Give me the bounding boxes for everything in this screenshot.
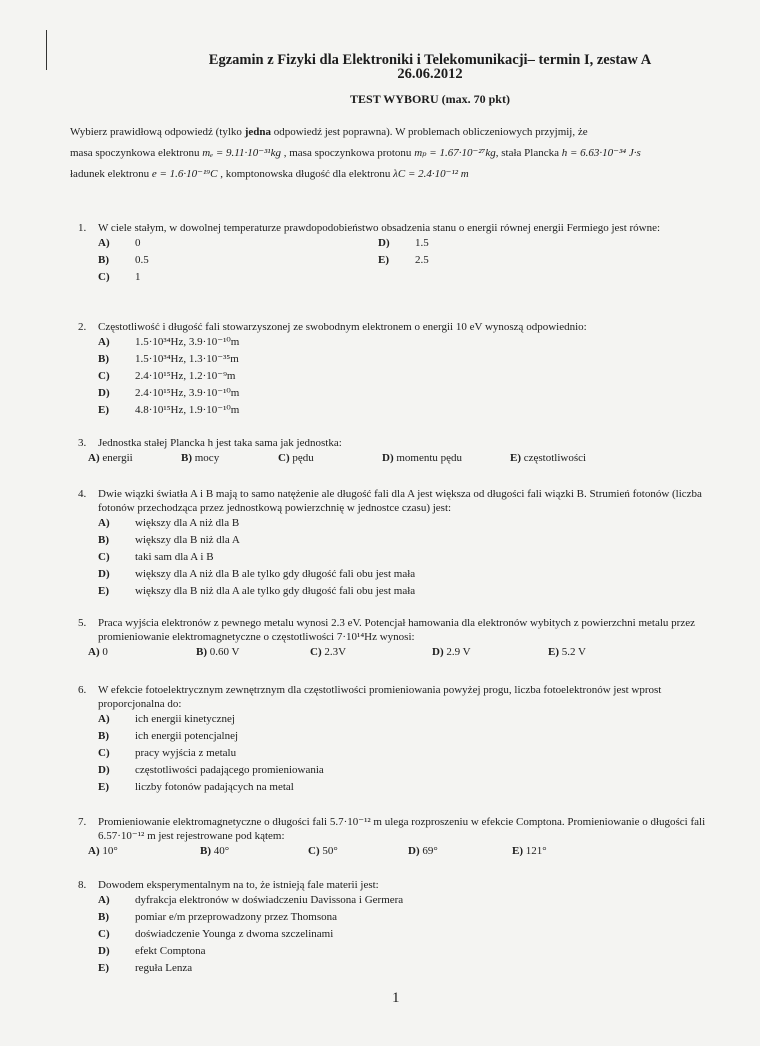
option-b[interactable]: B) większy dla B niż dla A bbox=[98, 534, 240, 546]
instructions-line-1: Wybierz prawidłową odpowiedź (tylko jedna odpowiedź jest poprawna). W problemach obliczeniowych przyjmij, że bbox=[70, 126, 588, 138]
exam-date: 26.06.2012 bbox=[397, 66, 463, 82]
option-c[interactable]: C) pracy wyjścia z metalu bbox=[98, 747, 237, 759]
option-a[interactable]: A) 0 bbox=[88, 646, 108, 658]
planck-constant: h = 6.63·10⁻³⁴ J·s bbox=[561, 147, 641, 159]
option-e[interactable]: E) częstotliwości bbox=[510, 452, 587, 464]
option-e[interactable]: E) 121° bbox=[512, 845, 547, 857]
option-d[interactable]: D) większy dla A niż dla B ale tylko gdy długość fali obu jest mała bbox=[98, 568, 416, 580]
instructions bbox=[70, 122, 730, 185]
option-e[interactable]: E) liczby fotonów padających na metal bbox=[98, 781, 294, 793]
option-b[interactable]: B) 0.5 bbox=[98, 254, 149, 266]
option-d[interactable]: D) 2.4·10¹⁵Hz, 3.9·10⁻¹⁰m bbox=[98, 387, 240, 399]
option-b[interactable]: B) 40° bbox=[200, 845, 230, 857]
option-c[interactable]: C) pędu bbox=[278, 452, 314, 464]
option-c[interactable]: C) 50° bbox=[308, 845, 338, 857]
electron-charge: e = 1.6·10⁻¹⁹C bbox=[151, 168, 218, 180]
option-e[interactable]: E) większy dla B niż dla A ale tylko gdy długość fali obu jest mała bbox=[98, 585, 416, 597]
question-4: 4. Dwie wiązki światła A i B mają to samo natężenie ale długość fali dla A jest większa od długości fali wiązki B. Strumień fotonów (liczba fotonów przechodząca przez jednostkową powierzchnię w jednostce czasu) jest: A) większy dla A niż dla B B) większy dla B niż dla A C) taki sam dla A i B D) większy dla A niż dla B ale tylko gdy długość fali obu jest mała E) większy dla B niż dla A ale tylko gdy długość fali obu jest mała bbox=[78, 487, 728, 600]
option-b[interactable]: B) mocy bbox=[181, 452, 220, 464]
option-a[interactable]: A) 1.5·10³⁴Hz, 3.9·10⁻¹⁰m bbox=[98, 336, 240, 348]
option-e[interactable]: E) reguła Lenza bbox=[98, 962, 193, 974]
option-a[interactable]: A) 10° bbox=[88, 845, 118, 857]
option-a[interactable]: A) ich energii kinetycznej bbox=[98, 713, 235, 725]
question-7: 7. Promieniowanie elektromagnetyczne o długości fali 5.7·10⁻¹² m ulega rozproszeniu w efekcie Comptona. Promieniowanie o długości fali 6.57·10⁻¹² m jest rejestrowane pod kątem: A) 10° B) 40° C) 50° D) 69° E) 121° bbox=[78, 815, 728, 860]
option-b[interactable]: B) 1.5·10³⁴Hz, 1.3·10⁻³⁵m bbox=[98, 353, 239, 365]
option-a[interactable]: A) energii bbox=[88, 452, 133, 464]
question-6: 6. W efekcie fotoelektrycznym zewnętrznym dla częstotliwości promieniowania powyżej progu, liczba fotoelektronów jest wprost proporcjonalna do: A) ich energii kinetycznej B) ich energii potencjalnej C) pracy wyjścia z metalu D) częstotliwości padającego promieniowania E) liczby fotonów padających na metal bbox=[78, 683, 728, 796]
option-d[interactable]: D) 1.5 bbox=[378, 237, 429, 249]
option-b[interactable]: B) ich energii potencjalnej bbox=[98, 730, 239, 742]
page-number: 1 bbox=[392, 990, 400, 1006]
option-d[interactable]: D) częstotliwości padającego promieniowania bbox=[98, 764, 324, 776]
instructions-line-3: ładunek elektronu e = 1.6·10⁻¹⁹C , komptonowska długość dla elektronu λC = 2.4·10⁻¹² m bbox=[70, 168, 469, 180]
option-b[interactable]: B) pomiar e/m przeprowadzony przez Thomsona bbox=[98, 911, 338, 923]
option-c[interactable]: C) 1 bbox=[98, 271, 141, 283]
option-b[interactable]: B) 0.60 V bbox=[196, 646, 240, 658]
option-a[interactable]: A) większy dla A niż dla B bbox=[98, 517, 240, 529]
test-label: TEST WYBORU (max. 70 pkt) bbox=[350, 92, 510, 106]
option-c[interactable]: C) doświadczenie Younga z dwoma szczelinami bbox=[98, 928, 334, 940]
option-e[interactable]: E) 2.5 bbox=[378, 254, 429, 266]
option-d[interactable]: D) 69° bbox=[408, 845, 438, 857]
option-e[interactable]: E) 5.2 V bbox=[548, 646, 586, 658]
question-2: 2. Częstotliwość i długość fali stowarzyszonej ze swobodnym elektronem o energii 10 eV wynoszą odpowiednio: A) 1.5·10³⁴Hz, 3.9·10⁻¹⁰m B) 1.5·10³⁴Hz, 1.3·10⁻³⁵m C) 2.4·10¹⁵Hz, 1.2·10⁻⁹m D) 2.4·10¹⁵Hz, 3.9·10⁻¹⁰m E) 4.8·10¹⁵Hz, 1.9·10⁻¹⁰m bbox=[78, 320, 728, 419]
compton-wavelength: λC = 2.4·10⁻¹² m bbox=[393, 168, 469, 180]
question-3: 3. Jednostka stałej Plancka h jest taka sama jak jednostka: A) energii B) mocy C) pędu D) momentu pędu E) częstotliwości bbox=[78, 436, 728, 467]
option-c[interactable]: C) 2.4·10¹⁵Hz, 1.2·10⁻⁹m bbox=[98, 370, 236, 382]
option-a[interactable]: A) dyfrakcja elektronów w doświadczeniu Davissona i Germera bbox=[98, 894, 404, 906]
option-c[interactable]: C) 2.3V bbox=[310, 646, 347, 658]
option-d[interactable]: D) 2.9 V bbox=[432, 646, 471, 658]
question-1: 1. W ciele stałym, w dowolnej temperaturze prawdopodobieństwo obsadzenia stanu o energii równej energii Fermiego jest równe: A) 0 B) 0.5 C) 1 D) 1.5 E) 2.5 bbox=[78, 221, 728, 286]
question-5: 5. Praca wyjścia elektronów z pewnego metalu wynosi 2.3 eV. Potencjał hamowania dla elektronów wybitych z powierzchni metalu przez promieniowanie elektromagnetyczne o częstotliwości 7·10¹⁴Hz wynosi: A) 0 B) 0.60 V C) 2.3V D) 2.9 V E) 5.2 V bbox=[78, 616, 728, 661]
exam-title: Egzamin z Fizyki dla Elektroniki i Telekomunikacji– termin I, zestaw A bbox=[208, 52, 652, 68]
option-d[interactable]: D) momentu pędu bbox=[382, 452, 463, 464]
proton-mass: mₚ = 1.67·10⁻²⁷kg bbox=[414, 147, 496, 159]
electron-mass: mₑ = 9.11·10⁻³¹kg bbox=[202, 147, 281, 159]
question-8: 8. Dowodem eksperymentalnym na to, że istnieją fale materii jest: A) dyfrakcja elektronów w doświadczeniu Davissona i Germera B) pomiar e/m przeprowadzony przez Thomsona C) doświadczenie Younga z dwoma szczelinami D) efekt Comptona E) reguła Lenza bbox=[78, 878, 728, 977]
option-d[interactable]: D) efekt Comptona bbox=[98, 945, 206, 957]
instructions-line-2: masa spoczynkowa elektronu mₑ = 9.11·10⁻³¹kg , masa spoczynkowa protonu mₚ = 1.67·10⁻²⁷kg, stała Plancka h = 6.63·10⁻³⁴ J·s bbox=[70, 147, 641, 159]
option-a[interactable]: A) 0 bbox=[98, 237, 141, 249]
option-e[interactable]: E) 4.8·10¹⁵Hz, 1.9·10⁻¹⁰m bbox=[98, 404, 240, 416]
option-c[interactable]: C) taki sam dla A i B bbox=[98, 551, 214, 563]
